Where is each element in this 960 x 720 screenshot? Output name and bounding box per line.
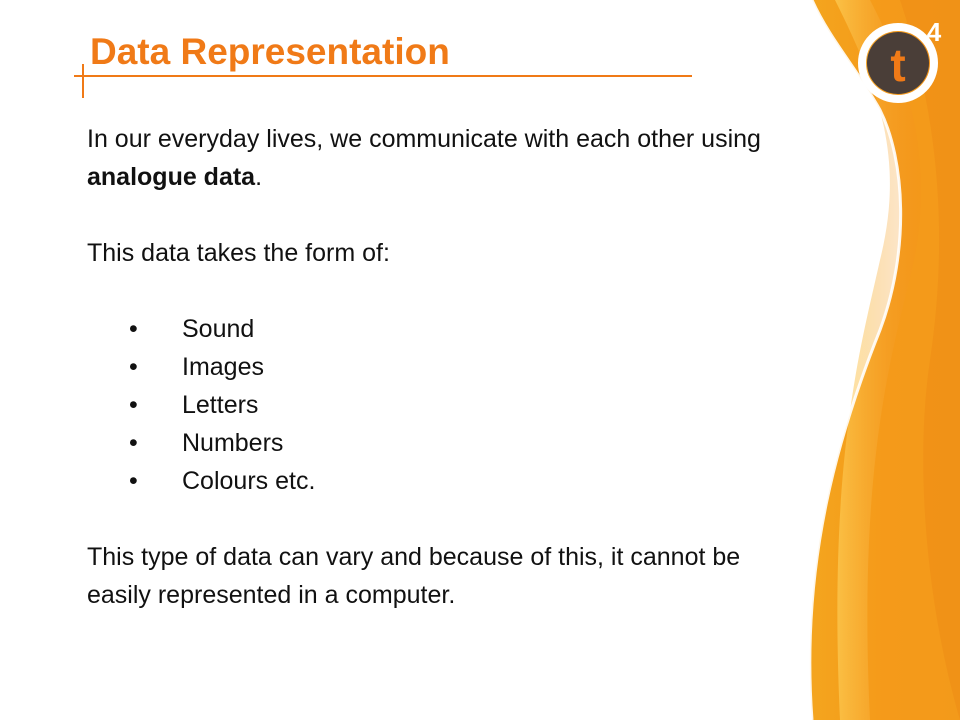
closing-paragraph: This type of data can vary and because of this, it cannot be easily represented in a computer. bbox=[87, 543, 741, 609]
title-tick-mark bbox=[82, 64, 84, 98]
bullet-icon: • bbox=[129, 391, 138, 419]
data-forms-list bbox=[87, 310, 807, 500]
list-item: • Sound bbox=[87, 310, 807, 348]
bullet-icon: • bbox=[129, 429, 138, 457]
slide-body bbox=[87, 120, 807, 614]
bullet-icon: • bbox=[129, 315, 138, 343]
list-item: • Images bbox=[87, 348, 807, 386]
intro-paragraph: In our everyday lives, we communicate with each other using analogue data. bbox=[87, 125, 761, 191]
logo-superscript: 4 bbox=[926, 17, 942, 47]
slide-title: Data Representation bbox=[90, 31, 450, 72]
list-item: • Letters bbox=[87, 386, 807, 424]
t4-logo bbox=[858, 15, 946, 103]
bullet-icon: • bbox=[129, 353, 138, 381]
logo-letter: t bbox=[890, 39, 906, 91]
title-underline bbox=[74, 75, 692, 77]
bullet-icon: • bbox=[129, 467, 138, 495]
lead-text: This data takes the form of: bbox=[87, 239, 390, 267]
list-item: • Numbers bbox=[87, 424, 807, 462]
analogue-data-emphasis: analogue data bbox=[87, 163, 256, 191]
list-item: • Colours etc. bbox=[87, 462, 807, 500]
